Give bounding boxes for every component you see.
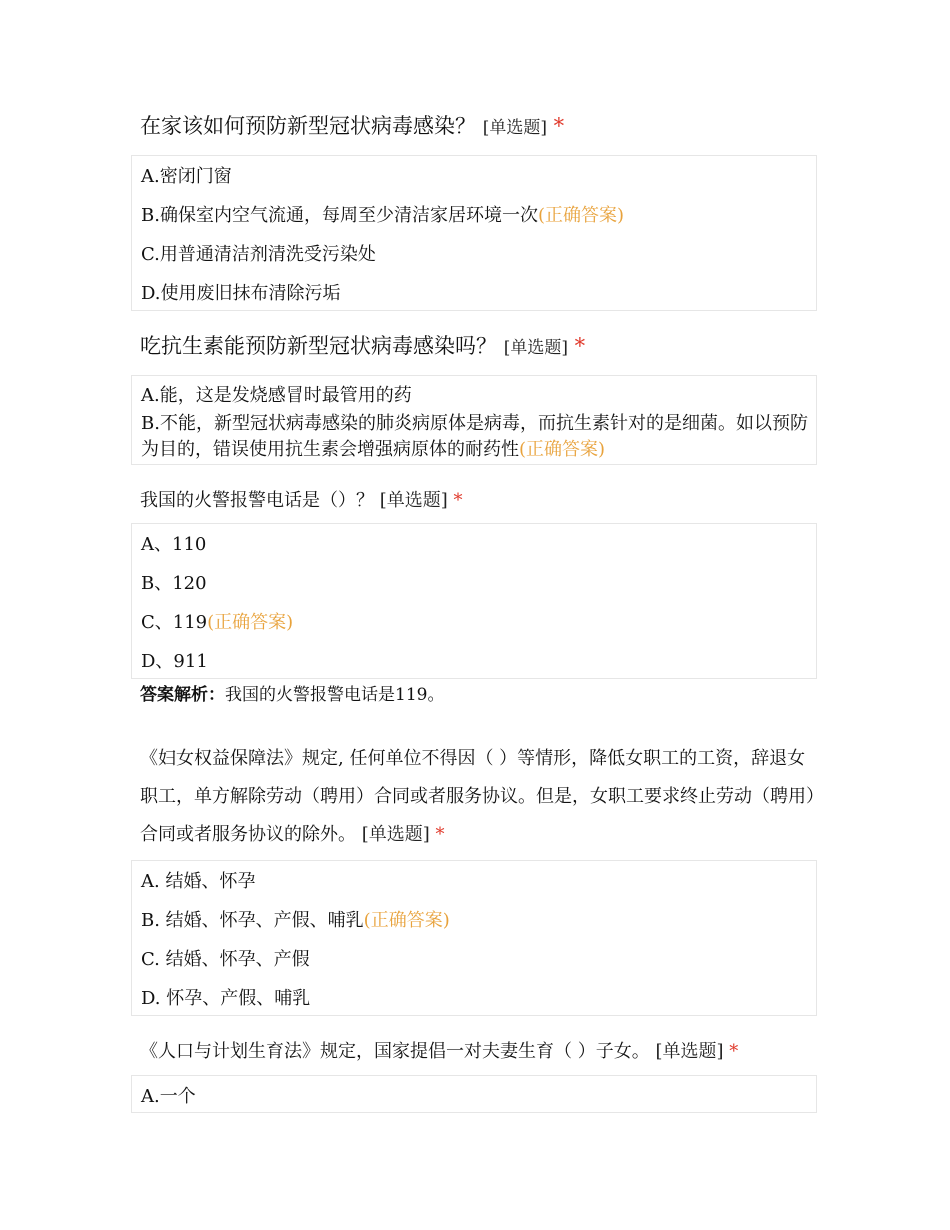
question-3-options — [131, 523, 817, 679]
required-mark: * — [574, 334, 586, 358]
answer-analysis-label: 答案解析： — [140, 685, 225, 705]
answer-analysis — [140, 680, 444, 705]
option-b[interactable]: B.不能，新型冠状病毒感染的肺炎病原体是病毒，而抗生素针对的是细菌。如以预防为目的，错误使用抗生素会增强病原体的耐药性(正确答案) — [141, 413, 808, 460]
question-type-tag: [单选题] — [503, 338, 568, 358]
option-c[interactable]: C、119(正确答案) — [141, 612, 294, 633]
correct-answer-label: (正确答案) — [363, 910, 450, 931]
correct-answer-label: (正确答案) — [519, 439, 606, 460]
option-d[interactable]: D. 怀孕、产假、哺乳 — [141, 988, 311, 1009]
required-mark: * — [553, 114, 565, 138]
question-4-options — [131, 860, 817, 1016]
required-mark: * — [435, 824, 445, 845]
required-mark: * — [729, 1041, 739, 1062]
option-a[interactable]: A.一个 — [141, 1086, 196, 1107]
option-b[interactable]: B.确保室内空气流通，每周至少清洁家居环境一次(正确答案) — [141, 205, 624, 226]
question-1-title: 在家该如何预防新型冠状病毒感染？ [单选题] * — [140, 114, 565, 138]
option-b[interactable]: B. 结婚、怀孕、产假、哺乳(正确答案) — [141, 910, 450, 931]
question-3-title: 我国的火警报警电话是（）？ [单选题] * — [140, 490, 463, 511]
question-1-options — [131, 155, 817, 311]
required-mark: * — [453, 490, 463, 511]
option-c[interactable]: C. 结婚、怀孕、产假 — [141, 949, 310, 970]
question-2-title: 吃抗生素能预防新型冠状病毒感染吗？ [单选题] * — [140, 334, 586, 358]
question-5-title: 《人口与计划生育法》规定，国家提倡一对夫妻生育（ ）子女。 [单选题] * — [140, 1041, 739, 1062]
option-d[interactable]: D.使用废旧抹布清除污垢 — [141, 283, 341, 304]
question-type-tag: [单选题] — [482, 118, 547, 138]
question-5-options — [131, 1075, 817, 1113]
answer-analysis-text: 我国的火警报警电话是119。 — [225, 685, 445, 705]
option-b[interactable]: B、120 — [141, 573, 207, 594]
option-a[interactable]: A. 结婚、怀孕 — [141, 871, 256, 892]
option-c[interactable]: C.用普通清洁剂清洗受污染处 — [141, 244, 376, 265]
option-d[interactable]: D、911 — [141, 651, 208, 672]
correct-answer-label: (正确答案) — [207, 612, 294, 633]
option-a[interactable]: A.能，这是发烧感冒时最管用的药 — [141, 385, 412, 406]
question-2-options — [131, 375, 817, 465]
question-type-tag: [单选题] — [379, 490, 448, 511]
question-type-tag: [单选题] — [655, 1041, 724, 1062]
question-4-title: 《妇女权益保障法》规定, 任何单位不得因（ ）等情形，降低女职工的工资，辞退女职工，单方解除劳动（聘用）合同或者服务协议。但是，女职工要求终止劳动（聘用）合同或者服务协议的除外。 [单选题] * — [140, 748, 815, 845]
option-a[interactable]: A.密闭门窗 — [141, 166, 232, 187]
question-type-tag: [单选题] — [361, 824, 430, 845]
option-a[interactable]: A、110 — [141, 534, 207, 555]
correct-answer-label: (正确答案) — [537, 205, 624, 226]
